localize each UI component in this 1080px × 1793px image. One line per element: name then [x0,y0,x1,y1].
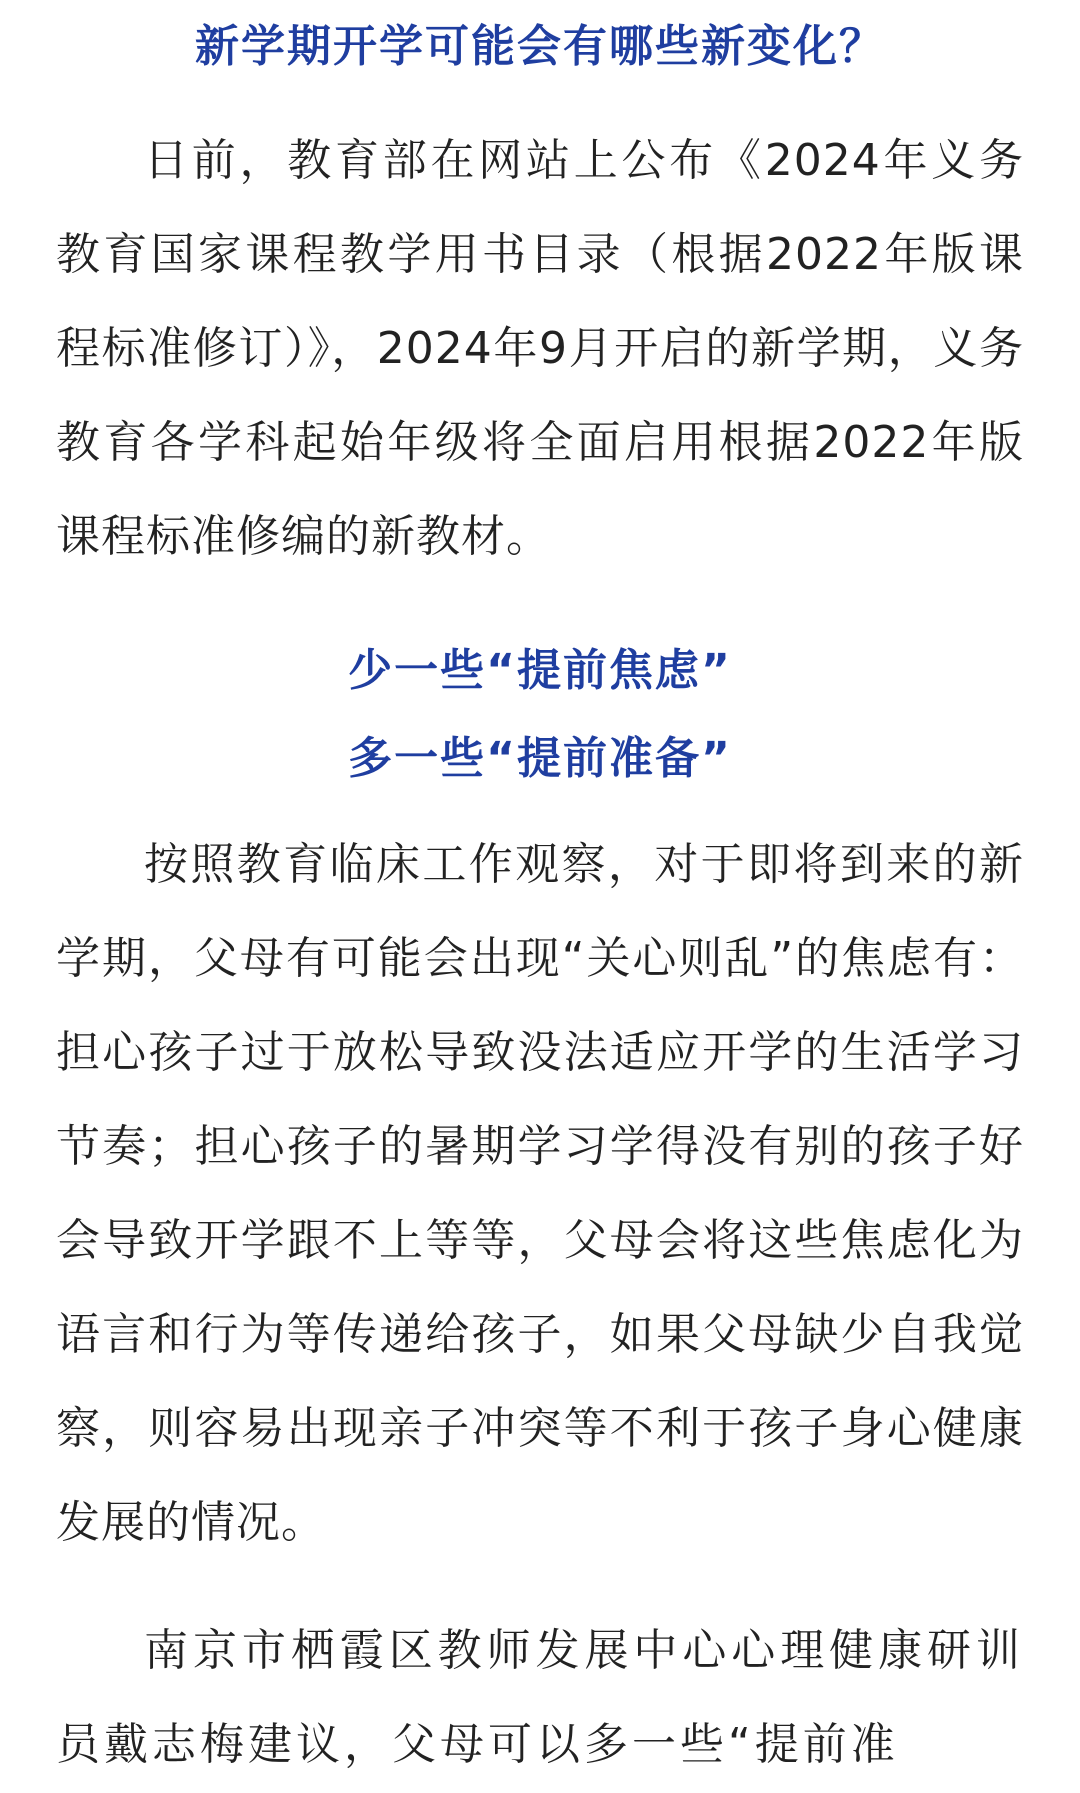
subheading-more-preparation: 多一些“提前准备” [348,733,732,784]
paragraph-expert-advice: 南京市栖霞区教师发展中心心理健康研训员戴志梅建议，父母可以多一些“提前准 [56,1625,1024,1770]
section-heading-new-semester: 新学期开学可能会有哪些新变化？ [195,21,885,72]
paragraph-parent-anxiety: 按照教育临床工作观察，对于即将到来的新学期，父母有可能会出现“关心则乱”的焦虑有：担心孩子过于放松导致没法适应开学的生活学习节奏；担心孩子的暑期学习学得没有别的孩子好会导致开学跟不上等等，父母会将这些焦虑化为语言和行为等传递给孩子，如果父母缺少自我觉察，则容易出现亲子冲突等不利于孩子身心健康发展的情况。 [56,839,1024,1548]
paragraph-textbook-announcement: 日前，教育部在网站上公布《2024年义务教育国家课程教学用书目录（根据2022年版课程标准修订）》，2024年9月开启的新学期，义务教育各学科起始年级将全面启用根据2022年版课程标准修编的新教材。 [56,135,1024,562]
subheading-less-anxiety: 少一些“提前焦虑” [348,645,732,696]
